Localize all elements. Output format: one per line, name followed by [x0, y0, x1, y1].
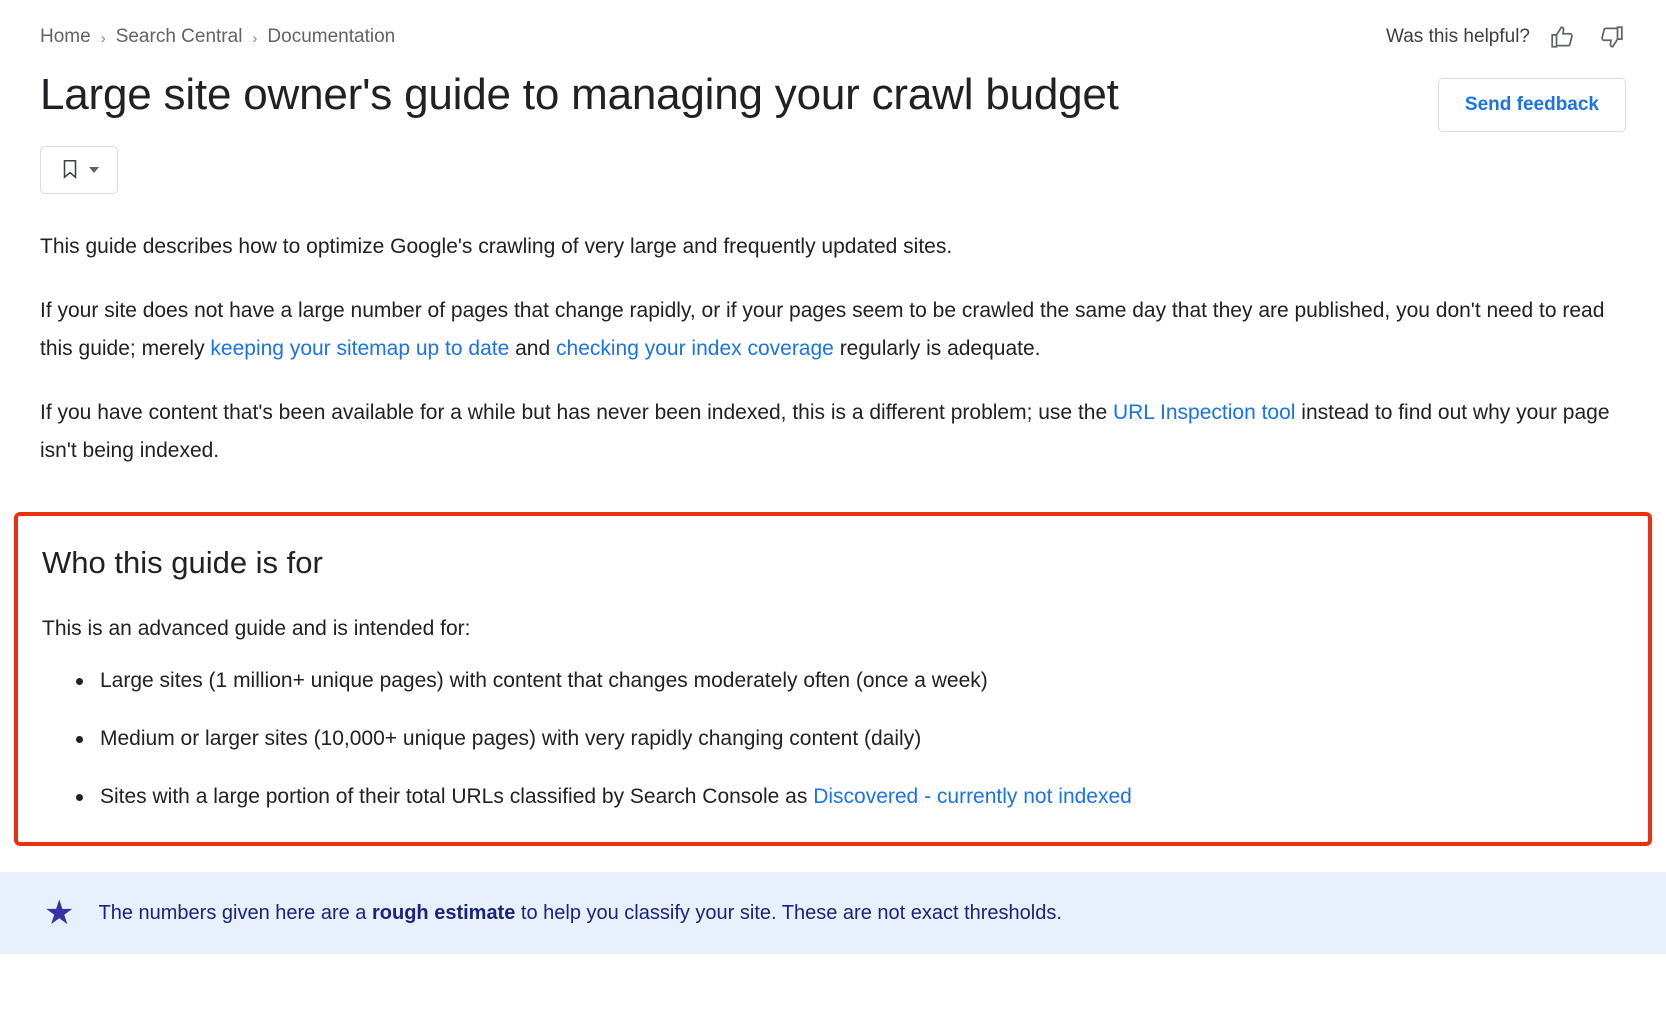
star-icon: ★: [44, 894, 75, 932]
list-item: Medium or larger sites (10,000+ unique pages) with very rapidly changing content (daily): [72, 724, 1624, 754]
link-keeping-sitemap-up-to-date[interactable]: keeping your sitemap up to date: [210, 337, 510, 360]
thumb-up-icon[interactable]: [1548, 22, 1578, 52]
chevron-right-icon: ›: [100, 29, 106, 47]
who-this-guide-is-for-section: [14, 512, 1652, 846]
intro-paragraph-1: This guide describes how to optimize Google's crawling of very large and frequently updated sites.: [40, 235, 953, 258]
link-discovered-currently-not-indexed[interactable]: Discovered - currently not indexed: [813, 785, 1132, 808]
breadcrumb: [40, 26, 395, 48]
section-title: Who this guide is for: [42, 545, 323, 580]
title-row: [0, 54, 1666, 132]
callout-text: [98, 899, 1061, 927]
list-item: Large sites (1 million+ unique pages) with content that changes moderately often (once a week): [72, 666, 1624, 696]
link-url-inspection-tool[interactable]: URL Inspection tool: [1112, 401, 1296, 424]
chevron-right-icon: ›: [252, 29, 258, 47]
paragraph-text: regularly is adequate.: [833, 337, 1041, 360]
breadcrumb-item-search-central[interactable]: Search Central: [115, 26, 243, 47]
link-checking-index-coverage[interactable]: checking your index coverage: [556, 337, 834, 360]
article-body: [0, 228, 1666, 470]
bookmark-icon: [59, 156, 81, 185]
paragraph-text: If you have content that's been available for a while but has never been indexed, this is a different problem; use the: [40, 401, 1113, 424]
callout-text-part2: to help you classify your site. These are not exact thresholds.: [515, 902, 1062, 924]
paragraph-text: If your site does not have a large number of pages that change rapidly, or if your pages seem to be crawled the same day that they are published, you don't need to read this guide; merely: [40, 299, 1605, 360]
intro-paragraph-3: [40, 394, 1626, 470]
breadcrumb-item-home[interactable]: Home: [40, 26, 91, 47]
page-title: Large site owner's guide to managing your crawl budget: [40, 70, 1119, 119]
send-feedback-button[interactable]: Send feedback: [1438, 78, 1626, 132]
intro-paragraph-2: [40, 292, 1626, 368]
paragraph-text: instead to find out why your page isn't being indexed.: [40, 401, 1610, 462]
list-item-text: Sites with a large portion of their total URLs classified by Search Console as: [100, 785, 814, 808]
breadcrumb-item-documentation[interactable]: Documentation: [267, 26, 396, 47]
callout-text-part1: The numbers given here are a: [98, 902, 372, 924]
list-item: [72, 782, 1624, 812]
thumb-down-icon[interactable]: [1596, 22, 1626, 52]
section-lead-paragraph: This is an advanced guide and is intended for:: [42, 617, 471, 640]
helpful-label: Was this helpful?: [1386, 26, 1530, 47]
bookmark-row: [0, 132, 1666, 194]
helpful-feedback-group: [1386, 22, 1626, 52]
paragraph-text: and: [509, 337, 557, 360]
note-callout: [0, 872, 1666, 954]
audience-list: [42, 666, 1624, 812]
top-bar: [0, 0, 1666, 54]
bookmark-button[interactable]: [40, 146, 118, 194]
chevron-down-icon: [89, 167, 99, 173]
callout-text-bold: rough estimate: [371, 902, 516, 924]
